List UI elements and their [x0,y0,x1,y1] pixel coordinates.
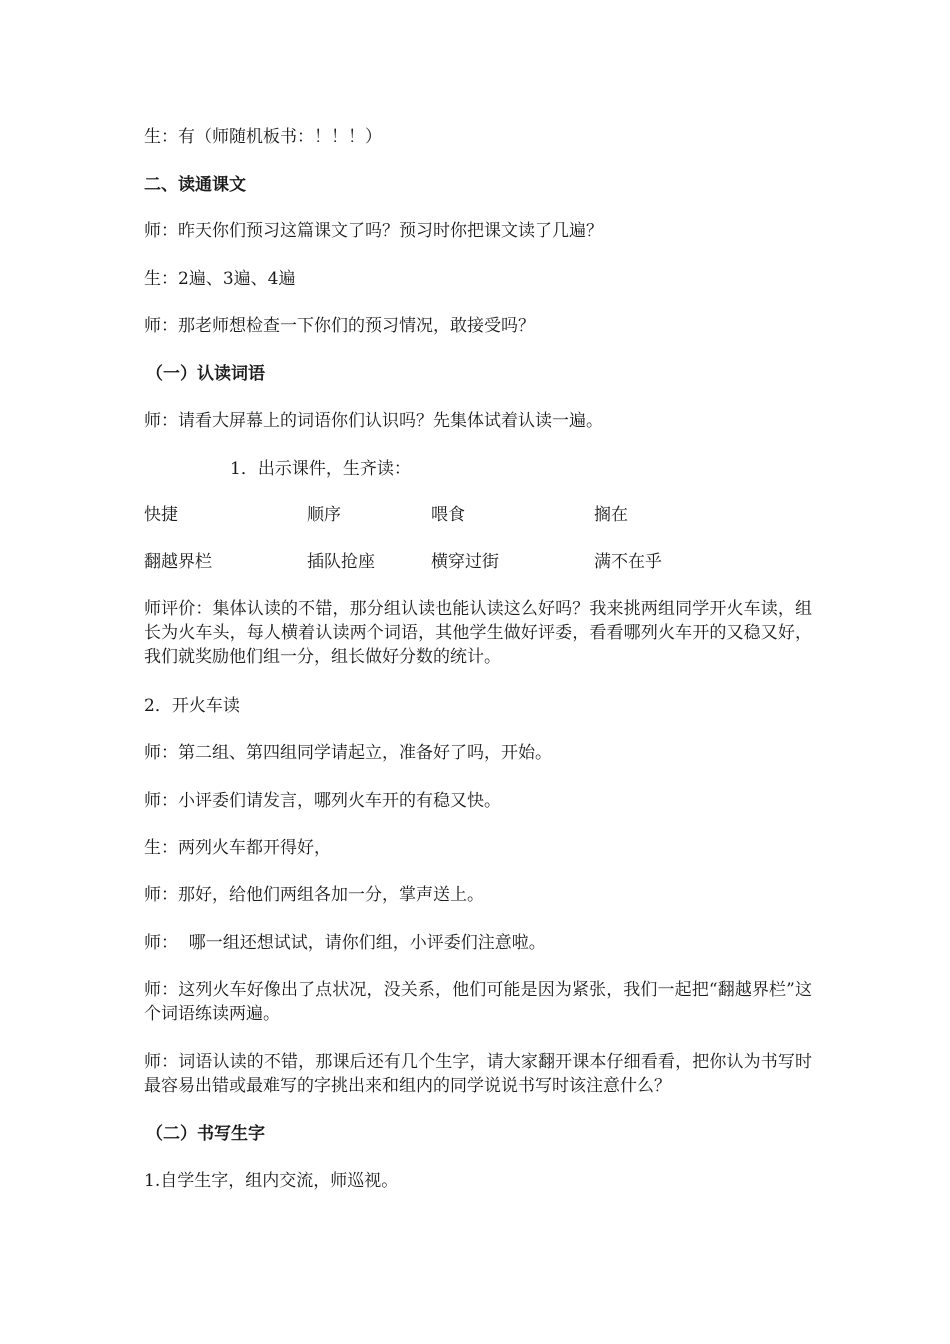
dialogue-line: 师：那老师想检查一下你们的预习情况，敢接受吗？ [144,316,535,336]
vocab-word: 满不在乎 [594,552,662,572]
section-heading: 二、读通课文 [144,175,246,195]
step-line: 2．开火车读 [144,696,240,716]
dialogue-line: 师： 哪一组还想试试，请你们组，小评委们注意啦。 [144,933,546,953]
dialogue-line: 生：有（师随机板书：！！！） [144,127,382,147]
dialogue-line: 生：两列火车都开得好， [144,838,331,858]
vocab-word: 顺序 [307,505,341,525]
subsection-heading: （二）书写生字 [146,1124,265,1144]
dialogue-paragraph: 师评价：集体认读的不错，那分组认读也能认读这么好吗？我来挑两组同学开火车读，组长为火车头，每人横着认读两个词语，其他学生做好评委，看看哪列火车开的又稳又好，我们就奖励他们组一分，组长做好分数的统计。 [144,599,812,667]
dialogue-paragraph: 师：词语认读的不错，那课后还有几个生字，请大家翻开课本仔细看看，把你认为书写时最容易出错或最难写的字挑出来和组内的同学说说书写时该注意什么？ [144,1052,812,1096]
vocab-word: 搁在 [594,505,628,525]
dialogue-line: 师：第二组、第四组同学请起立，准备好了吗，开始。 [144,743,552,763]
vocab-word: 喂食 [431,505,465,525]
dialogue-line: 师：昨天你们预习这篇课文了吗？预习时你把课文读了几遍？ [144,221,603,241]
subsection-heading: （一）认读词语 [146,364,265,384]
dialogue-line: 师：小评委们请发言，哪列火车开的有稳又快。 [144,791,501,811]
step-line: 1．出示课件，生齐读： [230,459,411,479]
dialogue-line: 师：那好，给他们两组各加一分，掌声送上。 [144,885,484,905]
vocab-row [144,550,812,574]
vocab-word: 翻越界栏 [144,552,212,572]
step-line: 1.自学生字，组内交流，师巡视。 [144,1171,399,1191]
dialogue-line: 师：请看大屏幕上的词语你们认识吗？先集体试着认读一遍。 [144,411,603,431]
dialogue-line: 生：2遍、3遍、4遍 [144,269,296,289]
vocab-row [144,503,812,527]
vocab-word: 快捷 [144,505,178,525]
vocab-word: 插队抢座 [307,552,375,572]
vocab-word: 横穿过街 [431,552,499,572]
dialogue-paragraph: 师：这列火车好像出了点状况，没关系，他们可能是因为紧张，我们一起把“翻越界栏”这个词语练读两遍。 [144,980,812,1024]
